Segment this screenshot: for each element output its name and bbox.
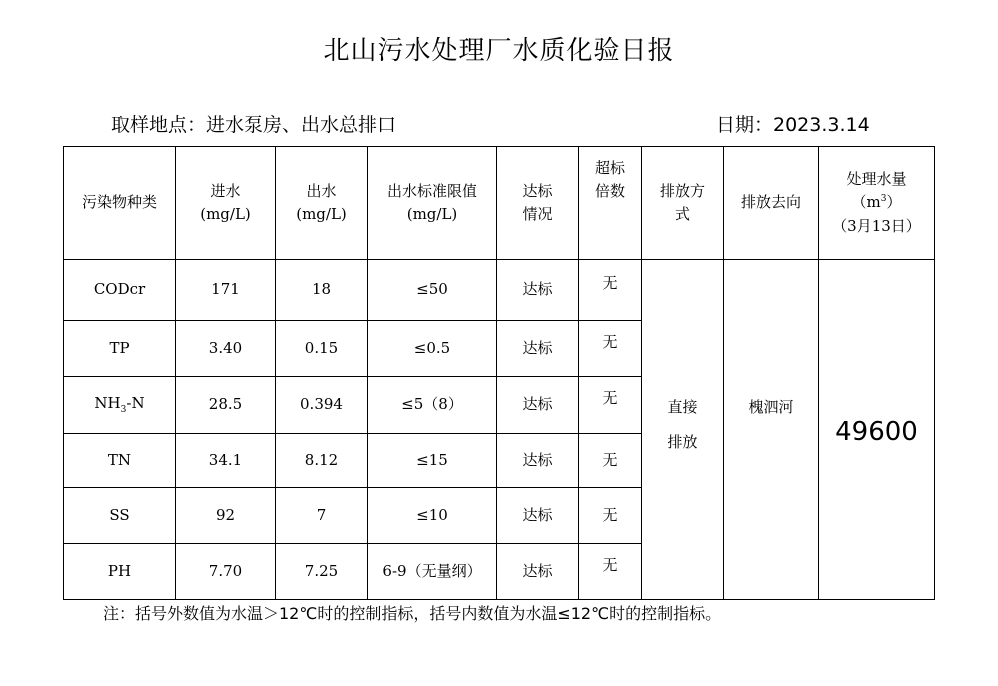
header-discharge-destination: 排放去向 xyxy=(724,147,819,260)
influent-cell: 7.70 xyxy=(176,544,276,600)
exceed-cell: 无 xyxy=(579,544,642,600)
report-title: 北山污水处理厂水质化验日报 xyxy=(323,36,675,66)
status-cell: 达标 xyxy=(497,434,579,488)
sampling-location: 取样地点：进水泵房、出水总排口 xyxy=(111,114,397,136)
pollutant-cell: CODcr xyxy=(64,260,176,321)
influent-cell: 28.5 xyxy=(176,377,276,434)
report-date: 日期：2023.3.14 xyxy=(716,114,870,136)
header-limit: 出水标准限值 (mg/L) xyxy=(368,147,497,260)
discharge-method-cell: 直接 排放 xyxy=(642,260,724,600)
pollutant-cell: TP xyxy=(64,321,176,377)
influent-cell: 3.40 xyxy=(176,321,276,377)
table-row xyxy=(64,260,935,321)
exceed-cell: 无 xyxy=(579,321,642,377)
effluent-cell: 7.25 xyxy=(276,544,368,600)
status-cell: 达标 xyxy=(497,488,579,544)
header-treated-volume: 处理水量 $(m^3)$ （3月13日） xyxy=(819,147,935,260)
header-pollutant: 污染物种类 xyxy=(64,147,176,260)
water-quality-table xyxy=(63,146,935,600)
exceed-cell: 无 xyxy=(579,260,642,321)
footnote: 注：括号外数值为水温＞12℃时的控制指标，括号内数值为水温≤12℃时的控制指标。 xyxy=(103,604,722,623)
pollutant-cell: TN xyxy=(64,434,176,488)
limit-cell: ≤0.5 xyxy=(368,321,497,377)
limit-cell: 6-9（无量纲） xyxy=(368,544,497,600)
header-discharge-method: 排放方 式 xyxy=(642,147,724,260)
header-effluent: 出水 (mg/L) xyxy=(276,147,368,260)
limit-cell: ≤10 xyxy=(368,488,497,544)
header-exceed: 超标 倍数 xyxy=(579,147,642,260)
influent-cell: 171 xyxy=(176,260,276,321)
header-compliance: 达标 情况 xyxy=(497,147,579,260)
treated-volume-cell: 49600 xyxy=(819,260,935,600)
effluent-cell: 18 xyxy=(276,260,368,321)
status-cell: 达标 xyxy=(497,260,579,321)
influent-cell: 92 xyxy=(176,488,276,544)
effluent-cell: 0.15 xyxy=(276,321,368,377)
effluent-cell: 7 xyxy=(276,488,368,544)
effluent-cell: 8.12 xyxy=(276,434,368,488)
discharge-destination-cell: 槐泗河 xyxy=(724,260,819,600)
status-cell: 达标 xyxy=(497,377,579,434)
status-cell: 达标 xyxy=(497,321,579,377)
header-row xyxy=(64,147,935,260)
status-cell: 达标 xyxy=(497,544,579,600)
exceed-cell: 无 xyxy=(579,434,642,488)
pollutant-cell: PH xyxy=(64,544,176,600)
exceed-cell: 无 xyxy=(579,377,642,434)
header-influent: 进水 (mg/L) xyxy=(176,147,276,260)
influent-cell: 34.1 xyxy=(176,434,276,488)
limit-cell: ≤5（8） xyxy=(368,377,497,434)
limit-cell: ≤15 xyxy=(368,434,497,488)
pollutant-cell: $NH_3-N$ xyxy=(64,377,176,434)
limit-cell: ≤50 xyxy=(368,260,497,321)
effluent-cell: 0.394 xyxy=(276,377,368,434)
pollutant-cell: SS xyxy=(64,488,176,544)
exceed-cell: 无 xyxy=(579,488,642,544)
